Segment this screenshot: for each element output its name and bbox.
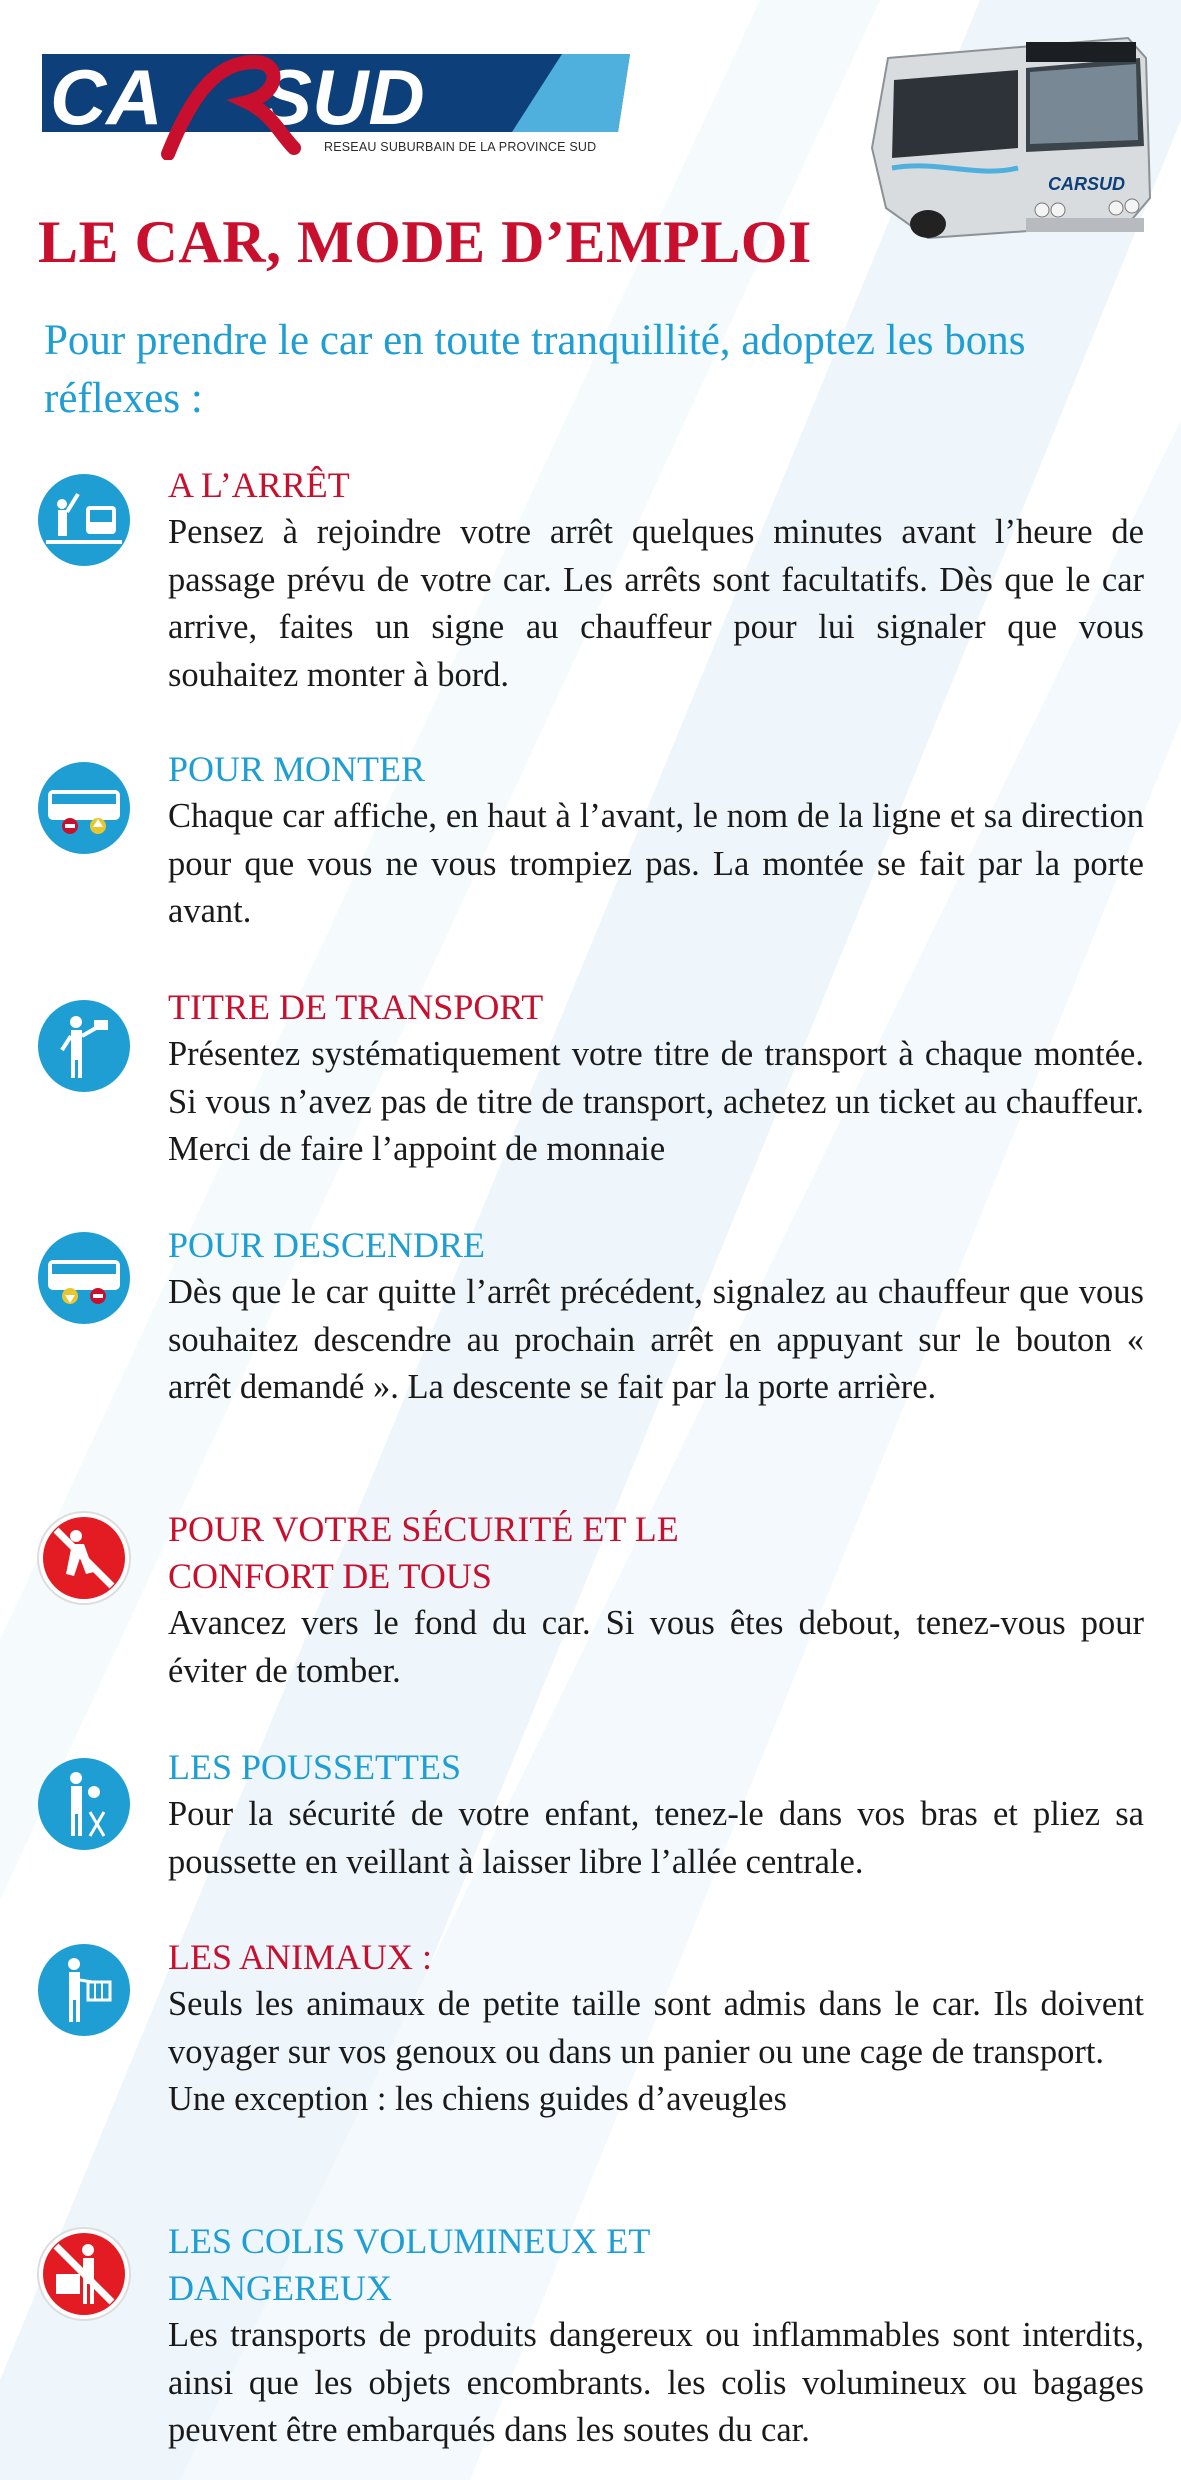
svg-text:SUD: SUD	[260, 54, 425, 141]
section-body-exception: Une exception : les chiens guides d’aveugles	[168, 2080, 787, 2118]
section-body: Les transports de produits dangereux ou inflammables sont interdits, ainsi que les objets encombrants. les colis volumineux ou bagages peuvent être embarqués dans les soutes du car.	[168, 2316, 1144, 2449]
section-body: Présentez systématiquement votre titre de transport à chaque montée. Si vous n’avez pas de titre de transport, achetez un ticket au chauffeur. Merci de faire l’appoint de monnaie	[168, 1035, 1144, 1168]
section-body: Dès que le car quitte l’arrêt précédent, signalez au chauffeur que vous souhaitez descendre au prochain arrêt en appuyant sur le bouton « arrêt demandé ». La descente se fait par la porte arrière.	[168, 1273, 1144, 1406]
section-body: Seuls les animaux de petite taille sont admis dans le car. Ils doivent voyager sur vos genoux ou dans un panier ou une cage de transport.	[168, 1985, 1144, 2071]
section-body: Chaque car affiche, en haut à l’avant, le nom de la ligne et sa direction pour que vous ne vous trompiez pas. La montée se fait par la porte avant.	[168, 797, 1144, 930]
section-title: TITRE DE TRANSPORT	[168, 987, 544, 1027]
section-title: POUR VOTRE SÉCURITÉ ET LE CONFORT DE TOUS	[168, 1509, 679, 1596]
svg-text:CA: CA	[50, 54, 163, 141]
animal-cage-icon	[36, 1942, 132, 2038]
section-title: LES COLIS VOLUMINEUX ET DANGEREUX	[168, 2221, 650, 2308]
section-body: Pour la sécurité de votre enfant, tenez-le dans vos bras et pliez sa poussette en veillant à laisser libre l’allée centrale.	[168, 1795, 1144, 1881]
logo-tagline: RESEAU SUBURBAIN DE LA PROVINCE SUD	[324, 140, 597, 154]
carsud-logo	[42, 54, 630, 160]
intro-text: Pour prendre le car en toute tranquillité, adoptez les bons réflexes :	[44, 317, 1026, 422]
page-title: LE CAR, MODE D’EMPLOI	[38, 209, 812, 275]
bus-stop-icon	[36, 472, 132, 568]
bus-board-front-icon	[36, 760, 132, 856]
stroller-icon	[36, 1756, 132, 1852]
no-falling-icon	[36, 1510, 132, 1606]
section-title: A L’ARRÊT	[168, 465, 350, 505]
no-bulky-parcels-icon	[36, 2226, 132, 2322]
section-title: LES POUSSETTES	[168, 1747, 462, 1787]
section-title: POUR MONTER	[168, 749, 426, 789]
bus-illustration	[858, 28, 1158, 246]
bus-exit-rear-icon	[36, 1230, 132, 1326]
section-title: POUR DESCENDRE	[168, 1225, 486, 1265]
section-body: Pensez à rejoindre votre arrêt quelques minutes avant l’heure de passage prévu de votre car. Les arrêts sont facultatifs. Dès que le car arrive, faites un signe au chauffeur pour lui signaler que vous souhaitez monter à bord.	[168, 513, 1144, 694]
ticket-icon	[36, 998, 132, 1094]
section-body: Avancez vers le fond du car. Si vous êtes debout, tenez-vous pour éviter de tomber.	[168, 1604, 1144, 1690]
section-title: LES ANIMAUX :	[168, 1937, 433, 1977]
svg-text:CARSUD: CARSUD	[1048, 174, 1126, 194]
